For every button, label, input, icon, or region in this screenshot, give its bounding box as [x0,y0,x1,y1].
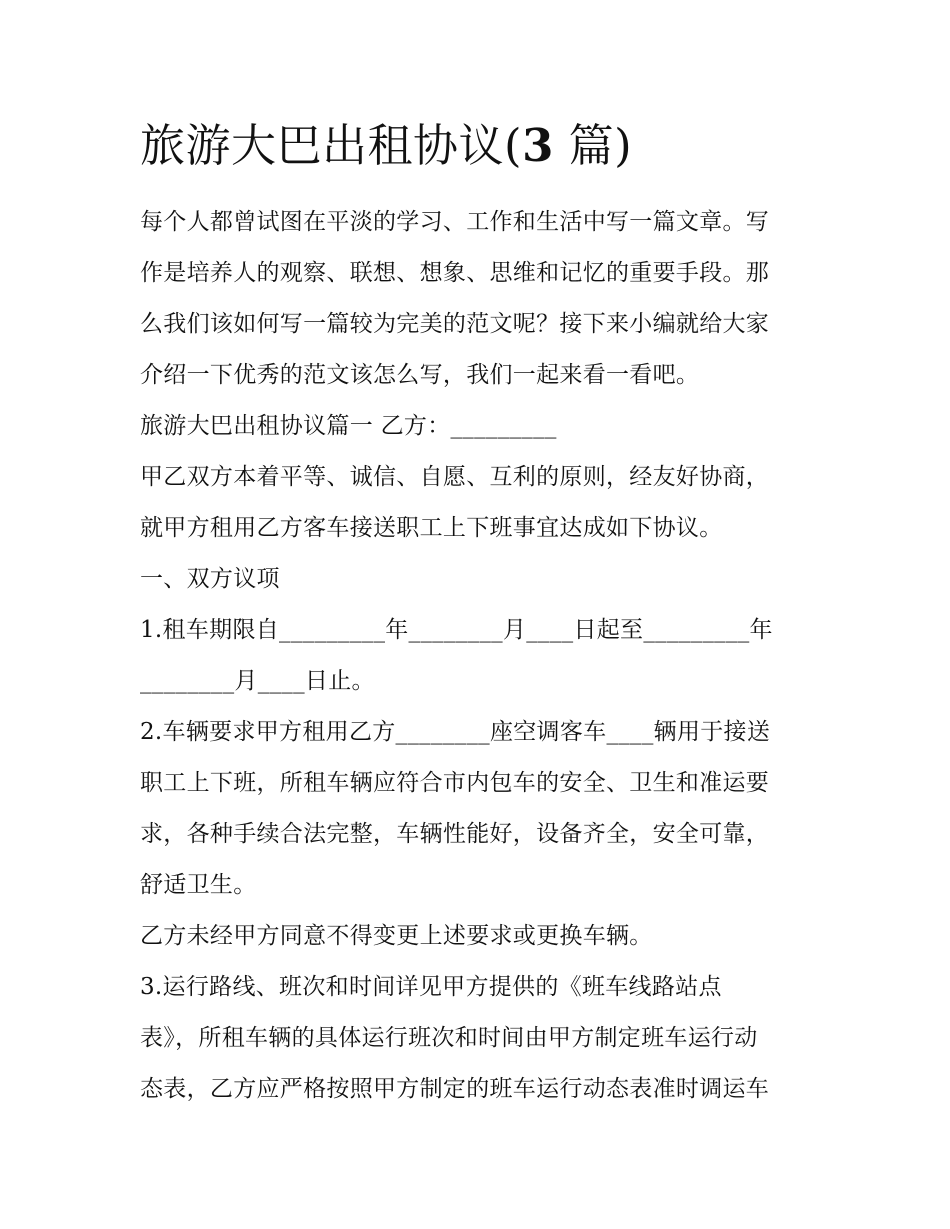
title-tail: 篇) [553,119,633,172]
clause-line: 态表，乙方应严格按照甲方制定的班车运行动态表准时调运车 [140,1076,770,1102]
paragraph-line: 介绍一下优秀的范文该怎么写，我们一起来看一看吧。 [140,362,700,388]
document-body [140,197,820,1115]
paragraph-line: 每个人都曾试图在平淡的学习、工作和生活中写一篇文章。写 [140,209,770,235]
clause-line: 求，各种手续合法完整，车辆性能好，设备齐全，安全可靠， [140,821,770,847]
clause-line: 2.车辆要求甲方租用乙方________座空调客车____辆用于接送 [140,719,771,745]
title-count: 3 [522,119,554,172]
clause-line: 职工上下班，所租车辆应符合市内包车的安全、卫生和准运要 [140,770,770,796]
clause-line: 乙方未经甲方同意不得变更上述要求或更换车辆。 [140,923,653,949]
paragraph-line: 就甲方租用乙方客车接送职工上下班事宜达成如下协议。 [140,515,723,541]
paragraph-line: 么我们该如何写一篇较为完美的范文呢？接下来小编就给大家 [140,311,770,337]
clause-heading-line: 一、双方议项 [140,566,280,592]
section-heading-line: 旅游大巴出租协议篇一 乙方：_________ [140,413,557,439]
title-main: 旅游大巴出租协议( [140,119,523,172]
clause-line: 1.租车期限自_________年________月____日起至_________年 [140,617,773,643]
clause-line: 表》，所租车辆的具体运行班次和时间由甲方制定班车运行动 [140,1025,758,1051]
clause-line: 3.运行路线、班次和时间详见甲方提供的《班车线路站点 [140,974,722,1000]
document-title [140,116,632,176]
clause-line: ________月____日止。 [140,668,375,694]
paragraph-line: 甲乙双方本着平等、诚信、自愿、互利的原则，经友好协商， [140,464,770,490]
clause-line: 舒适卫生。 [140,872,257,898]
paragraph-line: 作是培养人的观察、联想、想象、思维和记忆的重要手段。那 [140,260,770,286]
